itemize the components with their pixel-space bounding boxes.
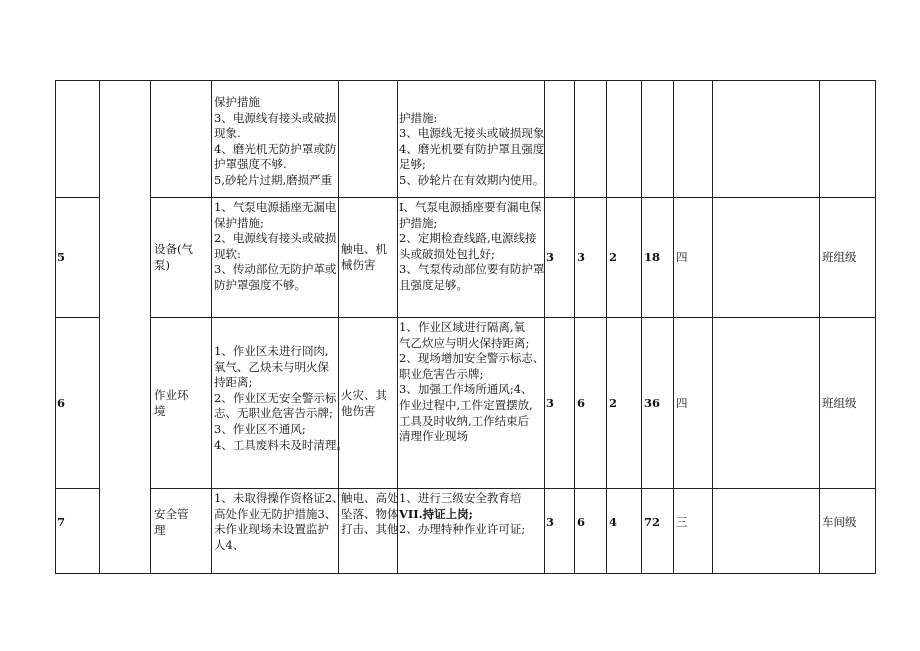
accident-line: 械伤害 [341, 257, 376, 272]
hazard-line: 2、作业区无安全警示标 [214, 390, 337, 405]
hazard-line: 1、气泵电源插座无漏电 [214, 200, 337, 214]
row-border-top [55, 80, 875, 81]
accident-line: 触电、机 [341, 242, 387, 256]
measure-line: I、气泵电源插座要有漏电保 [399, 200, 542, 214]
row-border [150, 317, 875, 318]
hazard-line: 现软: [214, 246, 241, 261]
hazard-line: 现象. [214, 126, 241, 141]
accident-line: 打击、其他 [341, 522, 399, 537]
item-line: 作业环 [154, 388, 189, 402]
hazard-line: 5,砂轮片过期,磨损严重 [214, 172, 333, 187]
hazard-line: 护罩强度不够. [214, 157, 287, 172]
score-c: 4 [609, 515, 618, 529]
hazard-line: 人4、 [214, 537, 245, 552]
score-l: 3 [546, 250, 555, 264]
hazard-line: 志、无职业危害告示牌; [214, 406, 333, 421]
measure-line: 1、进行三级安全教育培 [399, 491, 522, 505]
measure-line: 3、气泵传动部位要有防护罩 [399, 262, 545, 277]
control-level: 班组级 [822, 396, 857, 410]
row-number: 6 [57, 396, 66, 410]
item-text [154, 242, 193, 273]
measure-line: 护措施: [399, 110, 438, 125]
row-border [55, 488, 99, 489]
hazard-text [214, 491, 344, 553]
accident-text [341, 491, 399, 538]
measure-line: 且强度足够。 [399, 277, 468, 292]
row-border [150, 488, 875, 489]
hazard-line: 3、作业区不通风; [214, 421, 306, 436]
score-c: 2 [609, 396, 618, 410]
hazard-text [214, 344, 348, 453]
row-border [150, 197, 875, 198]
measure-line [399, 95, 544, 111]
measure-line: 2、定期检查线路,电源线接 [399, 231, 537, 246]
control-level: 车间级 [822, 515, 857, 529]
control-level: 班组级 [822, 250, 857, 264]
item-line: 理 [154, 522, 166, 537]
score-d: 18 [644, 250, 661, 264]
col-border [55, 80, 56, 574]
measure-line: 工具及时收纳,工作结束后 [399, 413, 530, 428]
measure-line: 职业危害告示牌; [399, 366, 484, 381]
accident-line: 火灾、其 [341, 388, 387, 402]
item-line: 泵) [154, 257, 170, 272]
hazard-line: 3、电源线有接头或破损 [214, 110, 337, 125]
measure-line: 护措施; [399, 215, 438, 230]
col-border [875, 80, 876, 574]
measure-line: 5、砂轮片在有效期内使用。 [399, 172, 545, 187]
accident-line: 坠落、物体 [341, 506, 399, 521]
item-line: 境 [154, 403, 166, 418]
row-border-bottom [55, 573, 875, 574]
hazard-line: 4、工具废料未及时清理。 [214, 437, 348, 452]
col-border [606, 80, 607, 574]
measure-line: 3、加强工作场所通风;4、 [399, 382, 533, 397]
score-d: 36 [644, 396, 661, 410]
accident-line: 他伤害 [341, 403, 376, 418]
hazard-line: 氧气、乙炔未与明火保 [214, 359, 329, 374]
score-c: 2 [609, 250, 618, 264]
hazard-line: 保护措施; [214, 215, 264, 230]
score-e: 3 [577, 250, 586, 264]
col-border [673, 80, 674, 574]
item-line: 安全管 [154, 507, 189, 521]
col-border [99, 80, 100, 574]
measure-line: VII.持证上岗; [399, 506, 473, 521]
row-number: 7 [57, 515, 66, 529]
measure-line: 1、作业区域进行隔离,氧 [399, 320, 525, 334]
score-d: 72 [644, 515, 661, 529]
accident-line: 触电、高处 [341, 491, 399, 505]
measure-text [399, 320, 544, 445]
measure-text [399, 95, 544, 189]
row-border [55, 317, 99, 318]
score-l: 3 [546, 396, 555, 410]
hazard-line: 4、磨光机无防护罩或防 [214, 141, 337, 156]
hazard-line: 1、作业区未进行冏肉, [214, 344, 329, 358]
hazard-text [214, 200, 336, 294]
hazard-text [214, 95, 336, 189]
item-text [154, 388, 189, 419]
risk-grade: 三 [676, 515, 688, 529]
measure-line: 2、现场增加安全警示标志、 [399, 351, 545, 366]
row-number: 5 [57, 250, 66, 264]
accident-text [341, 388, 387, 419]
item-line: 设备(气 [154, 242, 193, 256]
hazard-line: 持距离; [214, 375, 253, 390]
score-l: 3 [546, 515, 555, 529]
hazard-line: 3、传动部位无防护革或 [214, 262, 337, 277]
hazard-line: 1、未取得操作资格证2、 [214, 491, 344, 505]
measure-line: 3、电源线无接头或破损现象 [399, 126, 545, 141]
measure-line: 2、办理特种作业许可证; [399, 522, 526, 537]
col-border [641, 80, 642, 574]
measure-line: 作业过程中,工件定置摆放, [399, 397, 533, 412]
risk-grade: 四 [676, 250, 688, 264]
measure-line: 足够; [399, 157, 426, 172]
hazard-line: 2、电源线有接头或破损 [214, 231, 337, 246]
col-border [150, 80, 151, 574]
col-border [712, 80, 713, 574]
measure-line: 清理作业现场 [399, 429, 468, 444]
hazard-line: 保护措施 [214, 95, 260, 109]
measure-line: 头或破损处包扎好; [399, 246, 495, 261]
hazard-line: 高处作业无防护措施3、 [214, 506, 337, 521]
hazard-line: 防护罩强度不够。 [214, 277, 306, 292]
score-e: 6 [577, 396, 586, 410]
measure-line: 4、磨光机要有防护罩且强度 [399, 141, 545, 156]
col-border [574, 80, 575, 574]
measure-text [399, 200, 544, 294]
col-border [819, 80, 820, 574]
accident-text [341, 242, 387, 273]
risk-grade: 四 [676, 396, 688, 410]
hazard-line: 未作业现场未设置监护 [214, 522, 329, 537]
score-e: 6 [577, 515, 586, 529]
row-border [55, 197, 99, 198]
col-border [211, 80, 212, 574]
measure-line: 气乙炊应与明火保持距离; [399, 335, 530, 350]
item-text [154, 507, 189, 538]
measure-text [399, 491, 525, 538]
